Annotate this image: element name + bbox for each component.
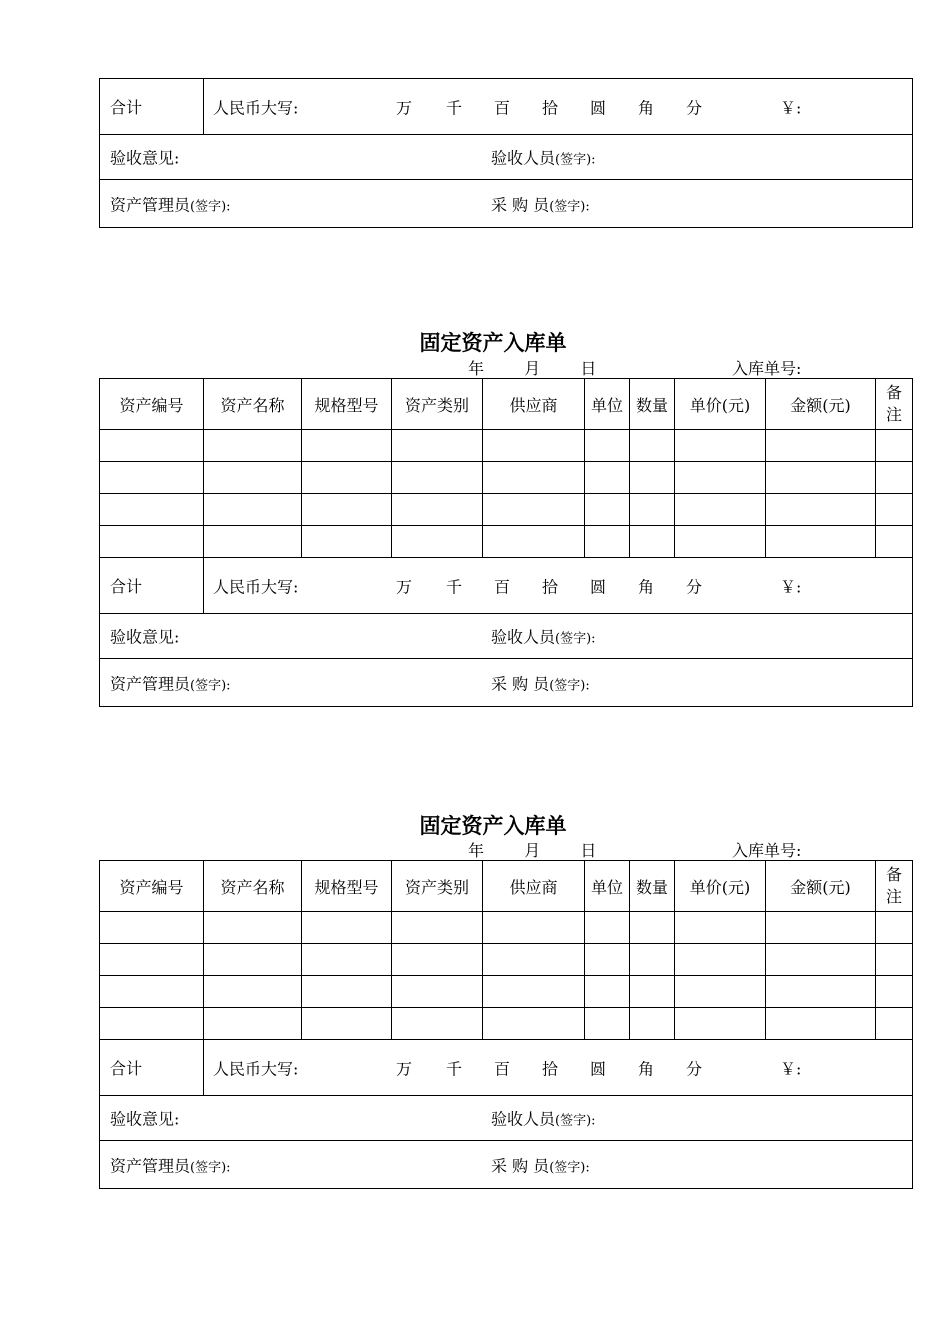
unit-shi: 拾 xyxy=(542,577,559,596)
table-row[interactable] xyxy=(100,912,913,944)
table-row[interactable] xyxy=(100,944,913,976)
acceptance-person-label: 验收人员(签字): xyxy=(491,148,596,168)
rmb-uppercase-cell[interactable] xyxy=(204,558,913,614)
unit-bai: 百 xyxy=(494,1059,511,1078)
unit-shi: 拾 xyxy=(542,1059,559,1078)
total-label: 合计 xyxy=(100,79,204,135)
acceptance-opinion-label: 验收意见: xyxy=(110,627,180,647)
rmb-label: 人民币大写: xyxy=(213,1059,299,1078)
unit-jiao: 角 xyxy=(638,98,655,117)
header-supplier: 供应商 xyxy=(483,861,585,912)
unit-qian: 千 xyxy=(446,98,463,117)
acceptance-row[interactable] xyxy=(100,1096,913,1141)
rmb-uppercase-cell[interactable] xyxy=(204,79,913,135)
unit-fen: 分 xyxy=(686,577,703,596)
header-unit-price: 单价(元) xyxy=(675,379,766,430)
unit-yuan: 圆 xyxy=(590,1059,607,1078)
header-category: 资产类别 xyxy=(392,861,483,912)
header-asset-name: 资产名称 xyxy=(204,379,302,430)
rmb-uppercase-cell[interactable] xyxy=(204,1040,913,1096)
unit-jiao: 角 xyxy=(638,1059,655,1078)
date-month: 月 xyxy=(524,841,541,860)
unit-yuan: 圆 xyxy=(590,577,607,596)
acceptance-person-label: 验收人员(签字): xyxy=(491,627,596,647)
unit-yuan: 圆 xyxy=(590,98,607,117)
header-amount: 金额(元) xyxy=(766,379,876,430)
signature-row[interactable] xyxy=(100,659,913,707)
unit-fen: 分 xyxy=(686,1059,703,1078)
date-line xyxy=(468,838,596,861)
unit-qian: 千 xyxy=(446,577,463,596)
form-1-footer-table xyxy=(99,78,913,228)
header-asset-name: 资产名称 xyxy=(204,861,302,912)
header-model: 规格型号 xyxy=(302,861,392,912)
unit-wan: 万 xyxy=(396,98,413,117)
signature-row[interactable] xyxy=(100,1141,913,1189)
date-year: 年 xyxy=(468,359,485,378)
date-year: 年 xyxy=(468,841,485,860)
yen-amount-label: ￥: xyxy=(780,1059,802,1078)
header-amount: 金额(元) xyxy=(766,861,876,912)
date-day: 日 xyxy=(580,841,597,860)
unit-wan: 万 xyxy=(396,577,413,596)
buyer-label: 采 购 员(签字): xyxy=(491,195,590,214)
acceptance-opinion-label: 验收意见: xyxy=(110,1109,180,1129)
unit-wan: 万 xyxy=(396,1059,413,1078)
unit-qian: 千 xyxy=(446,1059,463,1078)
table-row[interactable] xyxy=(100,1008,913,1040)
form-2-table xyxy=(99,378,913,707)
asset-manager-label: 资产管理员(签字): xyxy=(110,674,231,693)
table-row[interactable] xyxy=(100,494,913,526)
signature-row[interactable] xyxy=(100,180,913,228)
total-label: 合计 xyxy=(100,1040,204,1096)
header-asset-code: 资产编号 xyxy=(100,861,204,912)
total-label: 合计 xyxy=(100,558,204,614)
acceptance-row[interactable] xyxy=(100,135,913,180)
header-unit-price: 单价(元) xyxy=(675,861,766,912)
date-day: 日 xyxy=(580,359,597,378)
buyer-label: 采 购 员(签字): xyxy=(491,674,590,693)
form-title: 固定资产入库单 xyxy=(419,330,567,355)
asset-manager-label: 资产管理员(签字): xyxy=(110,1156,231,1175)
header-model: 规格型号 xyxy=(302,379,392,430)
header-unit: 单位 xyxy=(585,861,630,912)
yen-amount-label: ￥: xyxy=(780,577,802,596)
rmb-label: 人民币大写: xyxy=(213,577,299,596)
form-title: 固定资产入库单 xyxy=(419,813,567,838)
yen-amount-label: ￥: xyxy=(780,98,802,117)
table-row[interactable] xyxy=(100,526,913,558)
header-quantity: 数量 xyxy=(630,861,675,912)
receipt-number-label: 入库单号: xyxy=(732,359,802,378)
acceptance-opinion-label: 验收意见: xyxy=(110,148,180,168)
table-row[interactable] xyxy=(100,976,913,1008)
acceptance-person-label: 验收人员(签字): xyxy=(491,1109,596,1129)
date-month: 月 xyxy=(524,359,541,378)
header-remark: 备 注 xyxy=(876,379,913,430)
table-row[interactable] xyxy=(100,430,913,462)
asset-manager-label: 资产管理员(签字): xyxy=(110,195,231,214)
rmb-label: 人民币大写: xyxy=(213,98,299,117)
header-supplier: 供应商 xyxy=(483,379,585,430)
table-row[interactable] xyxy=(100,462,913,494)
acceptance-row[interactable] xyxy=(100,614,913,659)
header-unit: 单位 xyxy=(585,379,630,430)
receipt-number-label: 入库单号: xyxy=(732,841,802,860)
header-quantity: 数量 xyxy=(630,379,675,430)
unit-bai: 百 xyxy=(494,98,511,117)
header-remark: 备 注 xyxy=(876,861,913,912)
date-line xyxy=(468,356,596,379)
unit-shi: 拾 xyxy=(542,98,559,117)
header-category: 资产类别 xyxy=(392,379,483,430)
buyer-label: 采 购 员(签字): xyxy=(491,1156,590,1175)
header-asset-code: 资产编号 xyxy=(100,379,204,430)
form-3-table xyxy=(99,860,913,1189)
unit-jiao: 角 xyxy=(638,577,655,596)
unit-fen: 分 xyxy=(686,98,703,117)
unit-bai: 百 xyxy=(494,577,511,596)
